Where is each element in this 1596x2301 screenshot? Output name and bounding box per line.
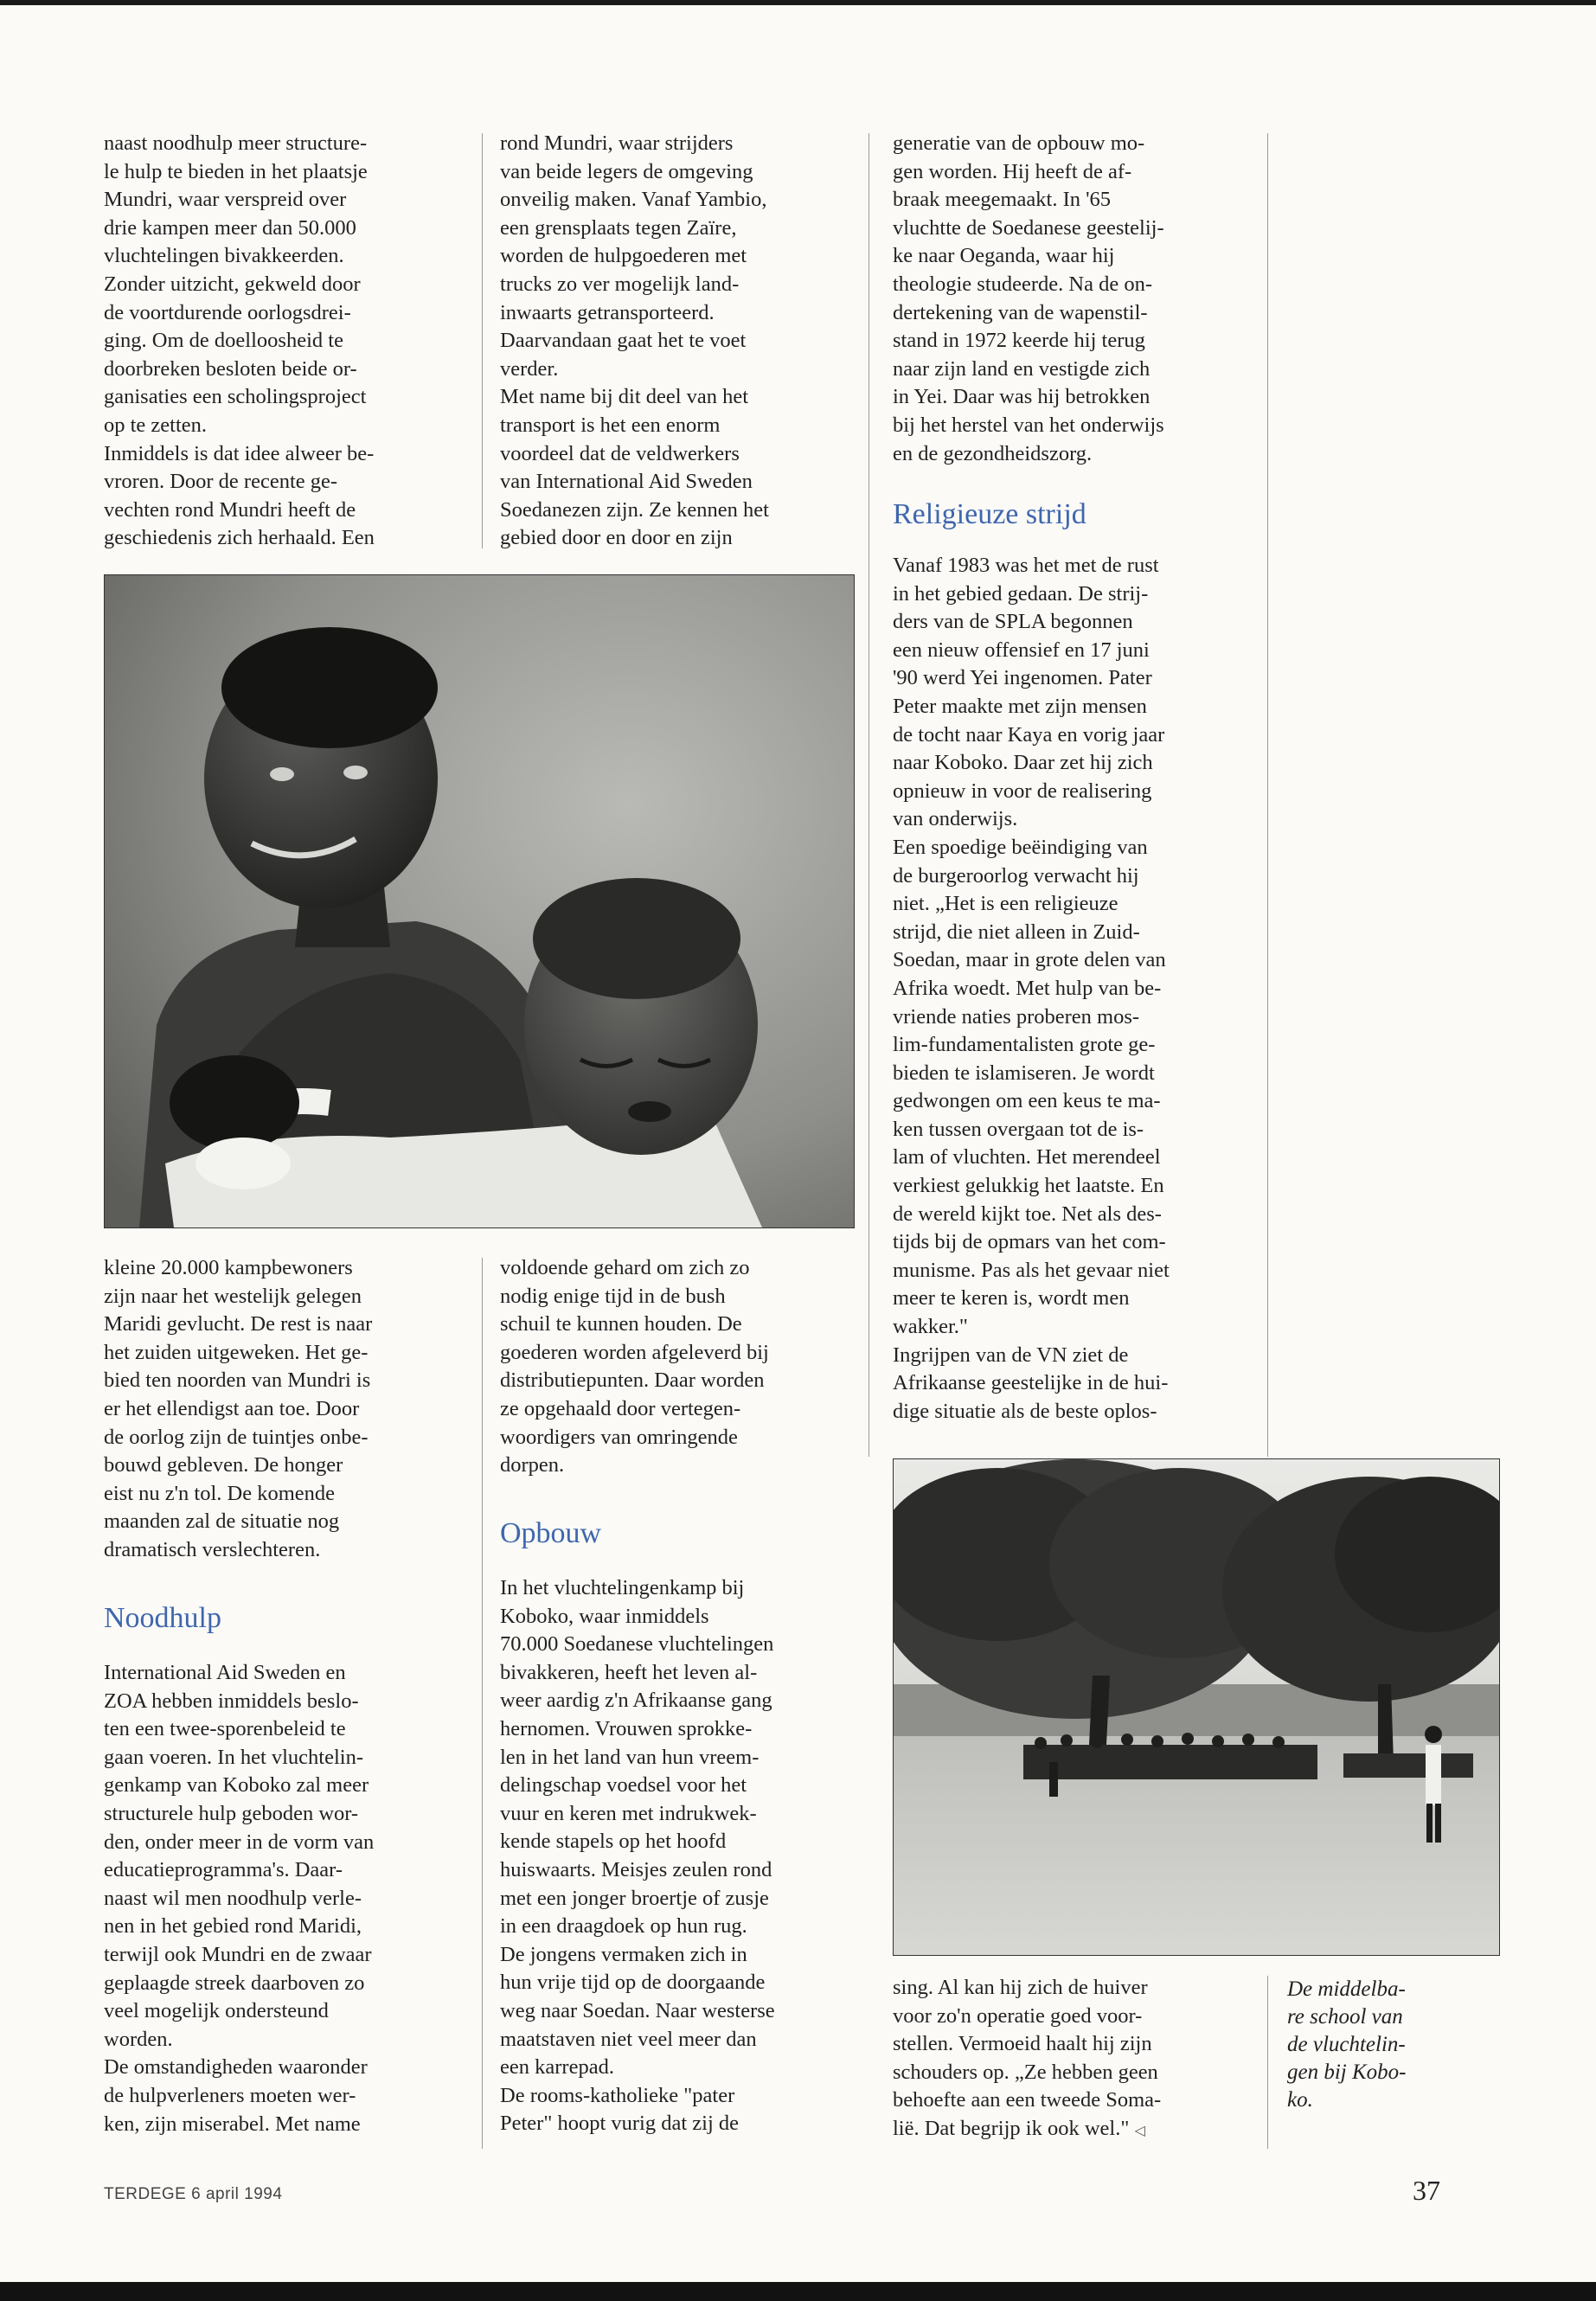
col3-top-text: generatie van de opbouw mo- gen worden. Hij heeft de af- braak meegemaakt. In '65 vluchtte de Soedanese geestelij- ke naar Oeganda, waar hij theologie studeerde. Na de on- dertekening van de wapenstil- stand in 1972 keerde hij terug naar zijn land en vestigde zich in Yei. Daar was hij betrokken bij het herstel van het onderwijs en de gezondheidszorg. — [893, 131, 1164, 465]
heading-religieuze-strijd: Religieuze strijd — [893, 498, 1086, 530]
col3-mid-text: Vanaf 1983 was het met de rust in het gebied gedaan. De strij- ders van de SPLA begonnen een nieuw offensief en 17 juni '90 werd Yei ingenomen. Pater Peter maakte met zijn mensen de tocht naar Kaya en vorig jaar naar Koboko. Daar zet hij zich opnieuw in voor de realisering van onderwijs. Een spoedige beëindiging van de burgeroorlog verwacht hij niet. „Het is een religieuze strijd, die niet alleen in Zuid- Soedan, maar in grote delen van Afrika woedt. Met hulp van be- vriende naties proberen mos- lim-fundamentalisten grote ge- bieden te islamiseren. Je wordt gedwongen om een keus te ma- ken tussen overgaan tot de is- lam of vluchten. Het merendeel verkiest gelukkig het laatste. En de wereld kijkt toe. Net als des- tijds bij de opmars van het com- munisme. Pas als het gevaar niet meer te keren is, wordt men wakker." Ingrijpen van de VN ziet de Afrikaanse geestelijke in de hui- dige situatie als de beste oplos- — [893, 554, 1170, 1423]
col3-bottom-text — [893, 1974, 1265, 2146]
page-number: 37 — [1413, 2175, 1440, 2206]
col3-bottom-body: sing. Al kan hij zich de huiver voor zo'n operatie goed voor- stellen. Vermoeid haalt hij zijn schouders op. „Ze hebben geen behoefte aan een tweede Soma- lië. Dat begrijp ik ook wel." — [893, 1976, 1162, 2140]
column-rule-1 — [482, 133, 483, 548]
col1-bottom-text: International Aid Sweden en ZOA hebben inmiddels beslo- ten een twee-sporenbeleid te gaan voeren. In het vluchtelin- genkamp van Koboko zal meer structurele hulp geboden wor- den, onder meer in de vorm van educatieprogramma's. Daar- naast wil men noodhulp verle- nen in het gebied rond Maridi, terwijl ook Mundri en de zwaar geplaagde streek daarboven zo veel mogelijk ondersteund worden. De omstandigheden waaronder de hulpverleners moeten wer- ken, zijn miserabel. Met name — [104, 1661, 375, 2136]
column-rule-3 — [482, 1258, 483, 2149]
col1-mid-text: kleine 20.000 kampbewoners zijn naar het westelijk gelegen Maridi gevlucht. De rest is naar het zuiden uitgeweken. Het ge- bied ten noorden van Mundri is er het ellendigst aan toe. Door de oorlog zijn de tuintjes onbe- bouwd gebleven. De honger eist nu z'n tol. De komende maanden zal de situatie nog dramatisch verslechteren. — [104, 1256, 373, 1561]
end-of-article-mark: ◁ — [1134, 2123, 1145, 2138]
photo-girl-carrying-baby-image — [105, 575, 854, 1227]
photo-school-under-trees-image — [894, 1459, 1499, 1955]
footer-publication: TERDEGE 6 april 1994 — [104, 2185, 283, 2203]
column-rule-4 — [1267, 133, 1268, 1457]
heading-noodhulp: Noodhulp — [104, 1602, 221, 1634]
col2-mid-text: voldoende gehard om zich zo nodig enige tijd in de bush schuil te kunnen houden. De goederen worden afgeleverd bij distributiepunten. Daar worden ze opgehaald door vertegen- woordigers van omringende dorpen. — [500, 1256, 769, 1477]
photo-caption: De middelba- re school van de vluchtelin- gen bij Kobo- ko. — [1287, 1977, 1407, 2112]
photo-school-under-trees — [893, 1458, 1500, 1956]
heading-opbouw: Opbouw — [500, 1517, 602, 1549]
photo-girl-carrying-baby — [104, 574, 855, 1228]
col1-top-text: naast noodhulp meer structure- le hulp te bieden in het plaatsje Mundri, waar verspreid over drie kampen meer dan 50.000 vluchtelingen bivakkeerden. Zonder uitzicht, gekweld door de voortdurende oorlogsdrei- ging. Om de doelloosheid te doorbreken besloten beide or- ganisaties een scholingsproject op te zetten. Inmiddels is dat idee alweer be- vroren. Door de recente ge- vechten rond Mundri heeft de geschiedenis zich herhaald. Een — [104, 131, 375, 550]
col2-bottom-text: In het vluchtelingenkamp bij Koboko, waar inmiddels 70.000 Soedanese vluchtelingen bivakkeren, heeft het leven al- weer aardig z'n Afrikaanse gang hernomen. Vrouwen sprokke- len in het land van hun vreem- delingschap voedsel voor het vuur en keren met indrukwek- kende stapels op het hoofd huiswaarts. Meisjes zeulen rond met een jonger broertje of zusje in een draagdoek op hun rug. De jongens vermaken zich in hun vrije tijd op de doorgaande weg naar Soedan. Naar westerse maatstaven niet veel meer dan een karrepad. De rooms-katholieke "pater Peter" hoopt vurig dat zij de — [500, 1576, 775, 2136]
column-rule-5 — [1267, 1976, 1268, 2149]
col2-top-text: rond Mundri, waar strijders van beide legers de omgeving onveilig maken. Vanaf Yambio, een grensplaats tegen Zaïre, worden de hulpgoederen met trucks zo ver mogelijk land- inwaarts getransporteerd. Daarvandaan gaat het te voet verder. Met name bij dit deel van het transport is het een enorm voordeel dat de veldwerkers van International Aid Sweden Soedanezen zijn. Ze kennen het gebied door en door en zijn — [500, 131, 769, 550]
